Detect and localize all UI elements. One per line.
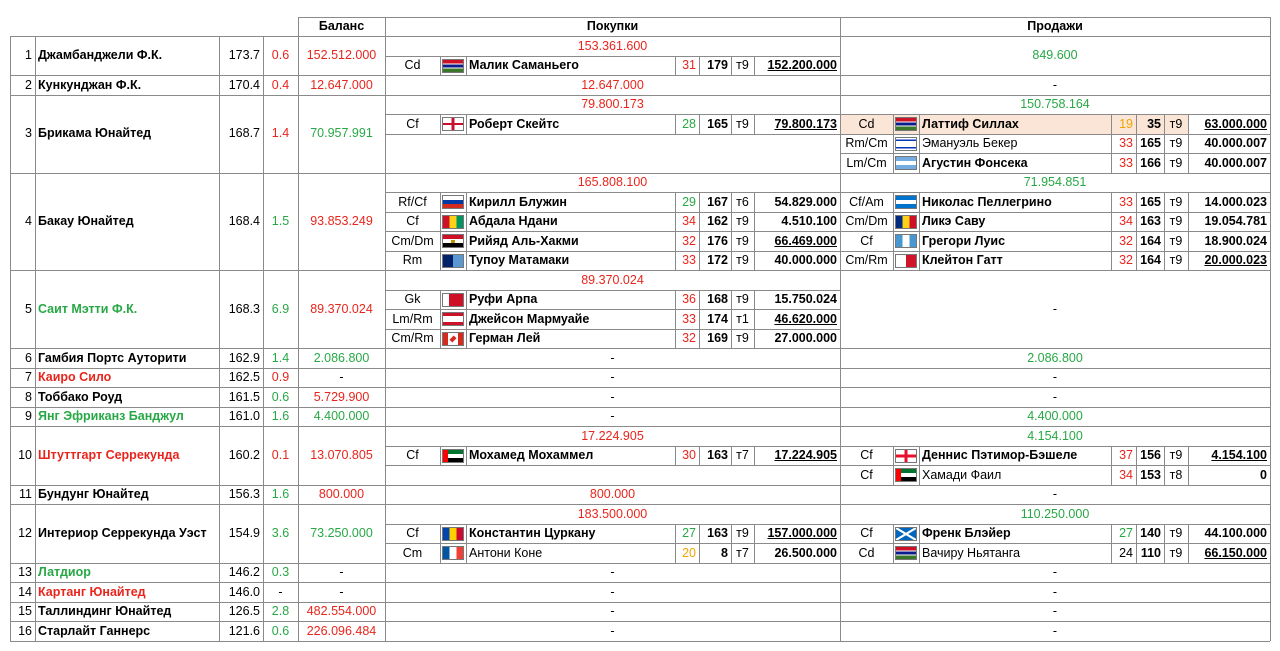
- team-balance: 5.729.900: [313, 389, 370, 404]
- sale-player-name: Николас Пеллегрино: [922, 194, 1052, 209]
- team-rating-change: 0.6: [271, 389, 290, 404]
- sale-player-tier: т9: [1169, 253, 1183, 267]
- malta-flag-icon: [895, 254, 917, 268]
- sale-player-price: 19.054.781: [1204, 214, 1267, 228]
- sale-player-name: Латтиф Силлах: [922, 116, 1019, 131]
- purchases-total: -: [610, 623, 615, 638]
- purchase-player-tier: т9: [736, 253, 749, 267]
- purchase-player-price: 40.000.000: [774, 253, 837, 267]
- purchase-position: Lm/Rm: [392, 311, 433, 326]
- purchase-player-tier: т7: [736, 448, 749, 462]
- team-rating-change: 1.5: [271, 214, 290, 228]
- uae-flag-icon: [440, 446, 466, 466]
- team-rank: 7: [25, 370, 32, 384]
- team-balance: 73.250.000: [310, 526, 373, 540]
- team-rating: 162.9: [228, 350, 260, 365]
- northern-ireland-flag-icon: [442, 117, 464, 131]
- sale-player-name: Клейтон Гатт: [922, 253, 1003, 267]
- sale-player-rating: 35: [1147, 116, 1161, 131]
- team-rank: 3: [25, 126, 32, 141]
- team-balance: 70.957.991: [310, 126, 373, 141]
- sale-player-tier: т9: [1169, 545, 1183, 560]
- sale-position: Rm/Cm: [845, 136, 888, 150]
- team-rating-change: -: [278, 584, 283, 599]
- purchase-player-name: Руфи Арпа: [469, 292, 538, 306]
- team-balance: 13.070.805: [310, 448, 373, 462]
- scotland-flag-icon: [895, 527, 917, 541]
- gambia-flag-icon: [440, 56, 466, 76]
- team-rating-change: 1.4: [271, 350, 290, 365]
- purchase-player-price: 152.200.000: [767, 58, 837, 72]
- team-rating: 156.3: [228, 487, 260, 501]
- sales-total: -: [1052, 487, 1058, 501]
- sale-player-name: Ликэ Саву: [922, 214, 986, 228]
- purchases-total: 165.808.100: [577, 175, 648, 189]
- purchase-position: Rm: [402, 253, 423, 267]
- sale-position: Cf: [860, 448, 873, 462]
- purchase-player-age: 29: [682, 194, 696, 209]
- purchase-player-name: Малик Саманьего: [469, 58, 579, 72]
- team-balance: -: [339, 565, 344, 579]
- team-rating-change: 0.1: [271, 448, 290, 462]
- purchases-total: -: [610, 370, 615, 384]
- purchase-position: Cm/Rm: [391, 331, 434, 345]
- honduras-flag-icon: [895, 195, 917, 209]
- purchase-player-name: Мохамед Мохаммел: [469, 448, 594, 462]
- purchase-player-name: Герман Лей: [469, 331, 541, 345]
- header-purchases: Покупки: [586, 19, 639, 34]
- purchase-player-tier: т1: [736, 311, 749, 326]
- team-rank: 14: [18, 584, 32, 599]
- purchases-total: 17.224.905: [581, 428, 644, 443]
- purchase-player-name: Джейсон Мармуайе: [469, 311, 590, 326]
- sale-player-price: 66.150.000: [1204, 545, 1267, 560]
- team-name: Джамбанджели Ф.К.: [38, 48, 163, 63]
- purchase-player-price: 79.800.173: [774, 116, 837, 131]
- purchase-player-rating: 174: [707, 311, 728, 326]
- gambia-flag-icon: [893, 543, 919, 563]
- sales-total: 4.154.100: [1027, 428, 1083, 443]
- sales-total: -: [1052, 565, 1058, 579]
- team-name: Брикама Юнайтед: [38, 126, 152, 141]
- sales-total: 849.600: [1032, 48, 1078, 63]
- sales-total: -: [1052, 301, 1058, 316]
- purchases-total: -: [610, 565, 615, 579]
- sale-player-tier: т8: [1169, 467, 1183, 482]
- sale-position: Cm/Dm: [845, 214, 888, 228]
- team-rank: 1: [25, 48, 32, 63]
- team-rating: 170.4: [228, 77, 260, 92]
- purchases-total: 89.370.024: [581, 272, 644, 287]
- sale-player-tier: т9: [1169, 526, 1183, 540]
- purchase-player-rating: 179: [707, 58, 728, 72]
- sale-player-price: 40.000.007: [1204, 155, 1267, 170]
- team-rating: 146.0: [228, 584, 260, 599]
- purchase-player-name: Тупоу Матамаки: [469, 253, 570, 267]
- sale-player-name: Эмануэль Бекер: [922, 136, 1018, 150]
- team-rank: 4: [25, 214, 32, 228]
- sales-total: -: [1052, 604, 1058, 618]
- sales-total: 2.086.800: [1027, 350, 1083, 365]
- team-rank: 11: [19, 487, 32, 501]
- argentina-flag-icon: [893, 153, 919, 173]
- purchases-total: 800.000: [589, 487, 636, 501]
- purchase-player-rating: 176: [707, 233, 728, 248]
- team-name: Янг Эфриканз Банджул: [38, 409, 184, 423]
- purchase-position: Gk: [404, 292, 421, 306]
- purchase-player-rating: 172: [707, 253, 728, 267]
- gambia-flag-icon: [895, 546, 917, 560]
- purchase-position: Cm/Dm: [391, 233, 434, 248]
- sale-player-tier: т9: [1169, 214, 1183, 228]
- guernsey-flag-icon: [895, 449, 917, 463]
- purchase-player-name: Абдала Ндани: [469, 214, 558, 228]
- tuvalu-flag-icon: [440, 251, 466, 271]
- team-name: Таллиндинг Юнайтед: [38, 604, 172, 618]
- sales-total: 110.250.000: [1020, 506, 1090, 521]
- canada-flag-icon: [440, 329, 466, 349]
- purchases-total: -: [610, 350, 615, 365]
- bahrain-flag-icon: [442, 293, 464, 307]
- purchase-player-age: 36: [682, 292, 696, 306]
- purchase-player-age: 28: [682, 116, 696, 131]
- sale-player-price: 40.000.007: [1204, 136, 1267, 150]
- sale-player-rating: 165: [1140, 136, 1161, 150]
- purchase-player-age: 20: [682, 545, 696, 560]
- header-sales: Продажи: [1027, 19, 1083, 34]
- team-rank: 6: [25, 350, 32, 365]
- header-balance: Баланс: [318, 19, 365, 34]
- gambia-flag-icon: [893, 114, 919, 134]
- team-rating-change: 0.9: [271, 370, 290, 384]
- sale-player-rating: 164: [1140, 253, 1161, 267]
- team-balance: 2.086.800: [313, 350, 370, 365]
- sale-player-age: 27: [1119, 526, 1133, 540]
- scotland-flag-icon: [893, 524, 919, 544]
- russia-flag-icon: [442, 195, 464, 209]
- purchase-position: Cm: [402, 545, 423, 560]
- honduras-flag-icon: [893, 192, 919, 212]
- gambia-flag-icon: [442, 59, 464, 73]
- sale-player-tier: т9: [1169, 194, 1183, 209]
- sale-player-rating: 163: [1140, 214, 1161, 228]
- team-rating: 161.0: [228, 409, 260, 423]
- purchase-player-price: 54.829.000: [774, 194, 837, 209]
- sale-player-name: Вачиру Ньятанга: [922, 545, 1021, 560]
- team-balance: 12.647.000: [310, 77, 373, 92]
- purchase-player-rating: 167: [707, 194, 728, 209]
- sale-player-price: 4.154.100: [1211, 448, 1267, 462]
- purchase-player-age: 27: [682, 526, 696, 540]
- israel-flag-icon: [893, 134, 919, 154]
- sales-total: -: [1052, 77, 1058, 92]
- team-rating: 173.7: [228, 48, 260, 63]
- sale-player-tier: т9: [1169, 448, 1183, 462]
- purchase-player-price: 46.620.000: [774, 311, 837, 326]
- sale-position: Cf: [860, 526, 873, 540]
- sale-player-price: 44.100.000: [1204, 526, 1267, 540]
- purchase-player-price: 4.510.100: [781, 214, 837, 228]
- guinea-flag-icon: [440, 212, 466, 232]
- purchase-player-age: 32: [682, 233, 696, 248]
- team-rating-change: 1.6: [271, 409, 290, 423]
- purchase-player-age: 31: [682, 58, 696, 72]
- team-rating: 126.5: [228, 604, 260, 618]
- sale-player-age: 33: [1119, 194, 1133, 209]
- team-name: Саит Мэтти Ф.К.: [38, 301, 138, 316]
- argentina-flag-icon: [895, 156, 917, 170]
- purchase-position: Cf: [406, 214, 419, 228]
- sale-player-age: 32: [1119, 253, 1133, 267]
- purchase-player-price: 66.469.000: [774, 233, 837, 248]
- team-name: Тоббако Роуд: [38, 389, 123, 404]
- purchase-player-age: 33: [682, 253, 696, 267]
- team-name: Каиро Сило: [38, 370, 112, 384]
- team-balance: 482.554.000: [306, 604, 377, 618]
- sale-player-rating: 140: [1140, 526, 1161, 540]
- gambia-flag-icon: [895, 117, 917, 131]
- team-rating-change: 3.6: [271, 526, 290, 540]
- malta-flag-icon: [893, 251, 919, 271]
- sale-player-rating: 153: [1140, 467, 1161, 482]
- team-rating: 162.5: [228, 370, 260, 384]
- purchase-player-name: Антони Коне: [469, 545, 543, 560]
- sale-player-tier: т9: [1169, 136, 1183, 150]
- team-name: Гамбия Портс Ауторити: [38, 350, 187, 365]
- northern-ireland-flag-icon: [440, 114, 466, 134]
- team-rating: 160.2: [228, 448, 260, 462]
- team-rating: 168.4: [228, 214, 260, 228]
- egypt-flag-icon: [442, 234, 464, 248]
- team-rank: 5: [25, 301, 32, 316]
- france-flag-icon: [440, 543, 466, 563]
- sale-position: Cf/Am: [849, 194, 884, 209]
- sale-player-rating: 110: [1140, 545, 1161, 560]
- team-rank: 13: [18, 565, 32, 579]
- purchase-player-rating: 168: [707, 292, 728, 306]
- purchase-player-price: 15.750.024: [774, 292, 837, 306]
- canada-flag-icon: [442, 332, 464, 346]
- purchase-player-age: 32: [682, 331, 696, 345]
- sale-position: Cf: [860, 467, 873, 482]
- team-name: Бундунг Юнайтед: [38, 487, 149, 501]
- team-rank: 10: [18, 448, 32, 462]
- sale-position: Cd: [858, 545, 875, 560]
- romania-flag-icon: [895, 215, 917, 229]
- purchase-player-rating: 165: [707, 116, 728, 131]
- sale-player-age: 19: [1119, 116, 1133, 131]
- uae-flag-icon: [442, 449, 464, 463]
- team-name: Бакау Юнайтед: [38, 214, 134, 228]
- guatemala-flag-icon: [895, 234, 917, 248]
- guinea-flag-icon: [442, 215, 464, 229]
- tuvalu-flag-icon: [442, 254, 464, 268]
- team-name: Старлайт Ганнерс: [38, 623, 151, 638]
- guernsey-flag-icon: [893, 446, 919, 466]
- purchases-total: 153.361.600: [577, 38, 648, 53]
- team-rating-change: 1.4: [271, 126, 290, 141]
- purchase-player-tier: т9: [736, 331, 749, 345]
- team-balance: 89.370.024: [310, 301, 373, 316]
- sale-player-price: 14.000.023: [1204, 194, 1267, 209]
- purchase-player-name: Константин Цуркану: [469, 526, 596, 540]
- sales-total: -: [1052, 370, 1058, 384]
- team-balance: 226.096.484: [306, 623, 377, 638]
- sale-position: Cm/Rm: [845, 253, 888, 267]
- purchase-position: Cf: [406, 448, 419, 462]
- purchases-total: 12.647.000: [581, 77, 644, 92]
- sale-player-rating: 166: [1140, 155, 1161, 170]
- team-rating: 121.6: [228, 623, 260, 638]
- purchase-player-rating: 163: [707, 448, 728, 462]
- purchases-total: 183.500.000: [577, 506, 648, 521]
- purchase-player-tier: т9: [736, 214, 749, 228]
- team-balance: -: [339, 584, 344, 599]
- uae-flag-icon: [893, 465, 919, 485]
- team-rank: 12: [18, 526, 32, 540]
- purchase-position: Cd: [404, 58, 421, 72]
- sale-player-rating: 164: [1140, 233, 1161, 248]
- purchase-player-tier: т9: [736, 233, 749, 248]
- team-name: Кункунджан Ф.К.: [38, 77, 142, 92]
- team-rating-change: 0.6: [271, 48, 290, 63]
- russia-flag-icon: [440, 192, 466, 212]
- uae-flag-icon: [895, 468, 917, 482]
- team-name: Латдиор: [38, 565, 91, 579]
- purchase-player-tier: т7: [736, 545, 749, 560]
- team-rank: 8: [25, 389, 32, 404]
- team-rating-change: 1.6: [271, 487, 290, 501]
- sales-total: 71.954.851: [1023, 175, 1087, 189]
- purchase-position: Rf/Cf: [398, 194, 427, 209]
- purchase-player-price: 26.500.000: [774, 545, 837, 560]
- sale-player-name: Хамади Фаил: [922, 467, 1002, 482]
- guatemala-flag-icon: [893, 231, 919, 251]
- team-rating-change: 6.9: [271, 301, 290, 316]
- purchases-total: -: [610, 584, 615, 599]
- purchase-player-tier: т9: [736, 526, 749, 540]
- team-rank: 9: [25, 409, 32, 423]
- moldova-flag-icon: [442, 527, 464, 541]
- purchase-position: Cf: [406, 526, 419, 540]
- sale-position: Cf: [860, 233, 873, 248]
- team-name: Интериор Серрекунда Уэст: [38, 526, 207, 540]
- sales-total: -: [1052, 584, 1058, 599]
- sale-position: Cd: [858, 116, 875, 131]
- purchase-player-name: Рийяд Аль-Хакми: [469, 233, 579, 248]
- team-rank: 15: [18, 604, 32, 618]
- purchases-total: 79.800.173: [581, 97, 644, 111]
- sale-player-tier: т9: [1169, 116, 1183, 131]
- purchases-total: -: [610, 604, 615, 618]
- sale-player-age: 37: [1119, 448, 1133, 462]
- romania-flag-icon: [893, 212, 919, 232]
- purchase-player-price: 157.000.000: [767, 526, 837, 540]
- sale-player-tier: т9: [1169, 233, 1183, 248]
- france-flag-icon: [442, 546, 464, 560]
- egypt-flag-icon: [440, 231, 466, 251]
- sale-player-age: 24: [1119, 545, 1133, 560]
- sale-player-name: Агустин Фонсека: [922, 155, 1028, 170]
- team-rating: 146.2: [228, 565, 260, 579]
- purchase-player-rating: 169: [707, 331, 728, 345]
- team-rating: 161.5: [228, 389, 260, 404]
- team-balance: -: [339, 370, 344, 384]
- sales-total: -: [1052, 389, 1058, 404]
- purchase-player-price: 17.224.905: [774, 448, 837, 462]
- team-balance: 800.000: [318, 487, 365, 501]
- purchase-player-price: 27.000.000: [774, 331, 837, 345]
- sale-player-rating: 156: [1140, 448, 1161, 462]
- sale-player-age: 34: [1119, 467, 1133, 482]
- sale-player-price: 63.000.000: [1204, 116, 1267, 131]
- team-balance: 4.400.000: [313, 409, 370, 423]
- sale-player-price: 20.000.023: [1204, 253, 1267, 267]
- purchase-player-name: Роберт Скейтс: [469, 116, 560, 131]
- purchase-player-name: Кирилл Блужин: [469, 194, 567, 209]
- purchase-player-rating: 163: [707, 526, 728, 540]
- sale-position: Lm/Cm: [846, 155, 887, 170]
- sale-player-tier: т9: [1169, 155, 1183, 170]
- sale-player-name: Грегори Луис: [922, 233, 1006, 248]
- team-rating-change: 2.8: [271, 604, 290, 618]
- team-rating: 168.7: [228, 126, 260, 141]
- team-rating: 168.3: [228, 301, 260, 316]
- team-rank: 2: [25, 77, 32, 92]
- team-balance: 152.512.000: [306, 48, 377, 63]
- bahrain-flag-icon: [440, 290, 466, 310]
- sales-total: 4.400.000: [1027, 409, 1083, 423]
- purchase-player-tier: т9: [736, 116, 749, 131]
- purchase-player-age: 33: [682, 311, 696, 326]
- team-name: Штуттгарт Серрекунда: [38, 448, 180, 462]
- purchase-player-rating: 162: [707, 214, 728, 228]
- sale-player-name: Деннис Пэтимор-Бэшеле: [922, 448, 1078, 462]
- team-rating-change: 0.4: [271, 77, 290, 92]
- purchase-player-tier: т9: [736, 58, 749, 72]
- sales-total: -: [1052, 623, 1058, 638]
- team-rating: 154.9: [228, 526, 260, 540]
- purchase-player-age: 34: [682, 214, 696, 228]
- sale-player-age: 33: [1119, 136, 1133, 150]
- purchases-total: -: [610, 389, 615, 404]
- sale-player-name: Френк Блэйер: [922, 526, 1011, 540]
- team-name: Картанг Юнайтед: [38, 584, 146, 599]
- purchases-total: -: [610, 409, 615, 423]
- sale-player-price: 0: [1260, 467, 1267, 482]
- moldova-flag-icon: [440, 524, 466, 544]
- purchase-player-tier: т6: [736, 194, 749, 209]
- sale-player-age: 34: [1119, 214, 1133, 228]
- purchase-player-age: 30: [682, 448, 696, 462]
- purchase-player-rating: 8: [721, 545, 728, 560]
- tahiti-flag-icon: [440, 309, 466, 329]
- sale-player-price: 18.900.024: [1204, 233, 1267, 248]
- team-rating-change: 0.3: [271, 565, 290, 579]
- israel-flag-icon: [895, 137, 917, 151]
- sale-player-rating: 165: [1140, 194, 1161, 209]
- team-rating-change: 0.6: [271, 623, 290, 638]
- team-rank: 16: [18, 623, 32, 638]
- team-balance: 93.853.249: [310, 214, 373, 228]
- sales-total: 150.758.164: [1020, 97, 1090, 111]
- purchase-player-tier: т9: [736, 292, 749, 306]
- purchase-position: Cf: [406, 116, 419, 131]
- tahiti-flag-icon: [442, 312, 464, 326]
- sale-player-age: 33: [1119, 155, 1133, 170]
- sale-player-age: 32: [1119, 233, 1133, 248]
